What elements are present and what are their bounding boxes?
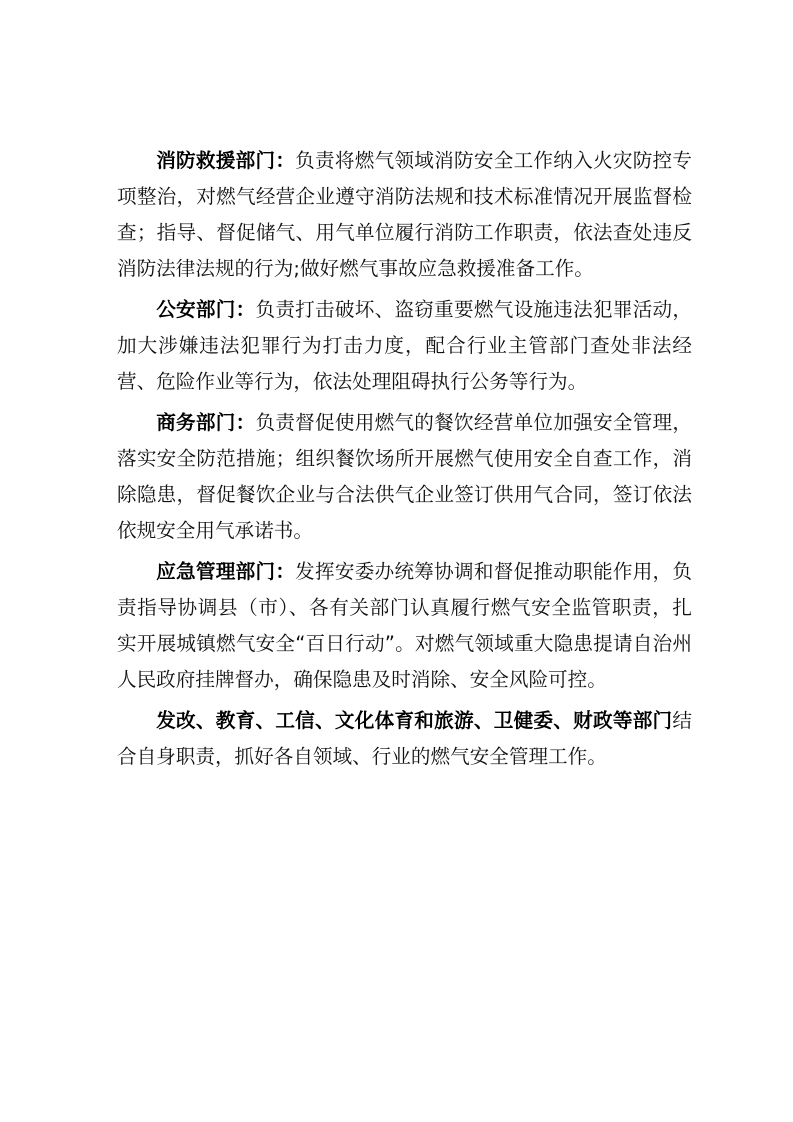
paragraph-lead: 商务部门： (156, 411, 256, 434)
paragraph-lead: 公安部门： (156, 298, 256, 321)
paragraph-text: 发挥安委办统筹协调和督促推动职能作用，负责指导协调县（市）、各有关部门认真履行燃气安全监管职责，扎实开展城镇燃气安全“百日行动”。对燃气领域重大隐患提请自治州人民政府挂牌督办，确保隐患及时消除、安全风险可控。 (117, 560, 693, 691)
paragraph-text: 负责打击破坏、盗窃重要燃气设施违法犯罪活动，加大涉嫌违法犯罪行为打击力度，配合行业主管部门查处非法经营、危险作业等行为，依法处理阻碍执行公务等行为。 (117, 298, 693, 393)
paragraph-text: 结合自身职责，抓好各自领域、行业的燃气安全管理工作。 (117, 709, 692, 768)
paragraph-public-security (117, 292, 692, 400)
paragraph-commerce (117, 405, 692, 549)
paragraph-emergency-management (117, 554, 692, 698)
paragraph-other-departments (117, 703, 692, 775)
document-body (117, 143, 692, 780)
paragraph-lead: 应急管理部门： (156, 560, 296, 583)
paragraph-text: 负责将燃气领域消防安全工作纳入火灾防控专项整治，对燃气经营企业遵守消防法规和技术标准情况开展监督检查；指导、督促储气、用气单位履行消防工作职责，依法查处违反消防法律法规的行为;做好燃气事故应急救援准备工作。 (117, 149, 693, 280)
paragraph-lead: 消防救援部门： (156, 149, 296, 172)
paragraph-fire-rescue (117, 143, 692, 287)
paragraph-text: 负责督促使用燃气的餐饮经营单位加强安全管理，落实安全防范措施；组织餐饮场所开展燃气使用安全自查工作，消除隐患，督促餐饮企业与合法供气企业签订供用气合同，签订依法依规安全用气承诺书。 (117, 411, 693, 542)
paragraph-lead: 发改、教育、工信、文化体育和旅游、卫健委、财政等部门 (156, 709, 673, 732)
